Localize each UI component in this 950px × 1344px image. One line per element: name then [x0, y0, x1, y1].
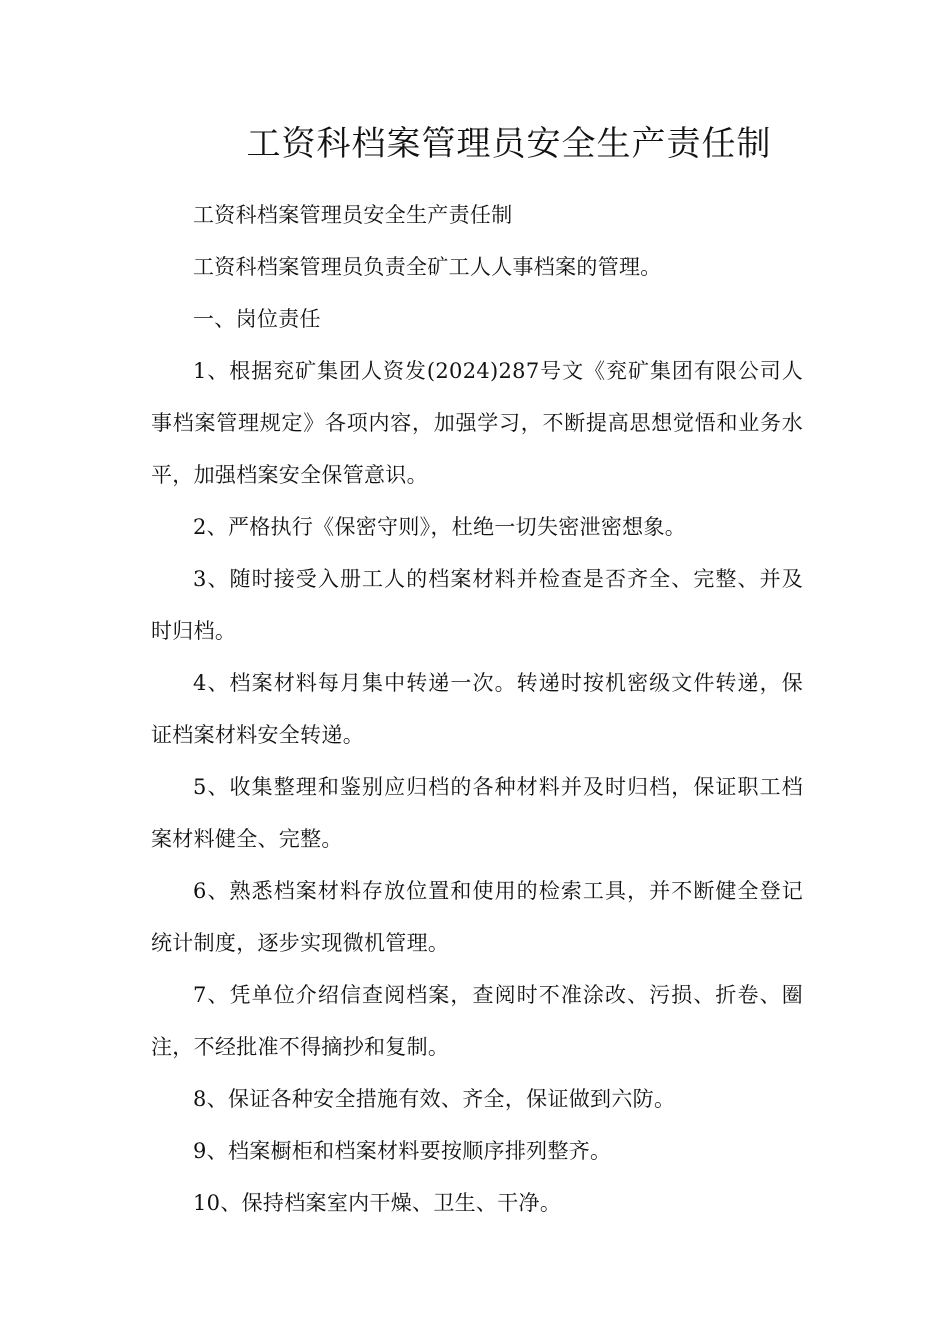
paragraph-item-10: 10、保持档案室内干燥、卫生、干净。	[193, 1191, 562, 1215]
paragraph-item-3: 3、随时接受入册工人的档案材料并检查是否齐全、完整、并及时归档。	[151, 567, 803, 643]
paragraph-item-2: 2、严格执行《保密守则》，杜绝一切失密泄密想象。	[193, 515, 687, 539]
paragraph-item-4: 4、档案材料每月集中转递一次。转递时按机密级文件转递，保证档案材料安全转递。	[151, 671, 803, 747]
document-body	[151, 189, 803, 1229]
paragraph-item-6: 6、熟悉档案材料存放位置和使用的检索工具，并不断健全登记统计制度，逐步实现微机管理。	[151, 879, 803, 955]
paragraph-item-9: 9、档案橱柜和档案材料要按顺序排列整齐。	[193, 1139, 612, 1163]
document-title: 工资科档案管理员安全生产责任制	[246, 124, 772, 164]
paragraph-intro: 工资科档案管理员负责全矿工人人事档案的管理。	[193, 255, 662, 279]
section-heading: 一、岗位责任	[193, 307, 321, 331]
paragraph-item-8: 8、保证各种安全措施有效、齐全，保证做到六防。	[193, 1087, 676, 1111]
paragraph-item-1: 1、根据兖矿集团人资发(2024)287号文《兖矿集团有限公司人事档案管理规定》各项内容，加强学习，不断提高思想觉悟和业务水平，加强档案安全保管意识。	[151, 359, 803, 487]
paragraph-item-7: 7、凭单位介绍信查阅档案，查阅时不准涂改、污损、折卷、圈注，不经批准不得摘抄和复制。	[151, 983, 803, 1059]
paragraph-item-5: 5、收集整理和鉴别应归档的各种材料并及时归档，保证职工档案材料健全、完整。	[151, 775, 803, 851]
paragraph-subtitle: 工资科档案管理员安全生产责任制	[193, 203, 513, 227]
